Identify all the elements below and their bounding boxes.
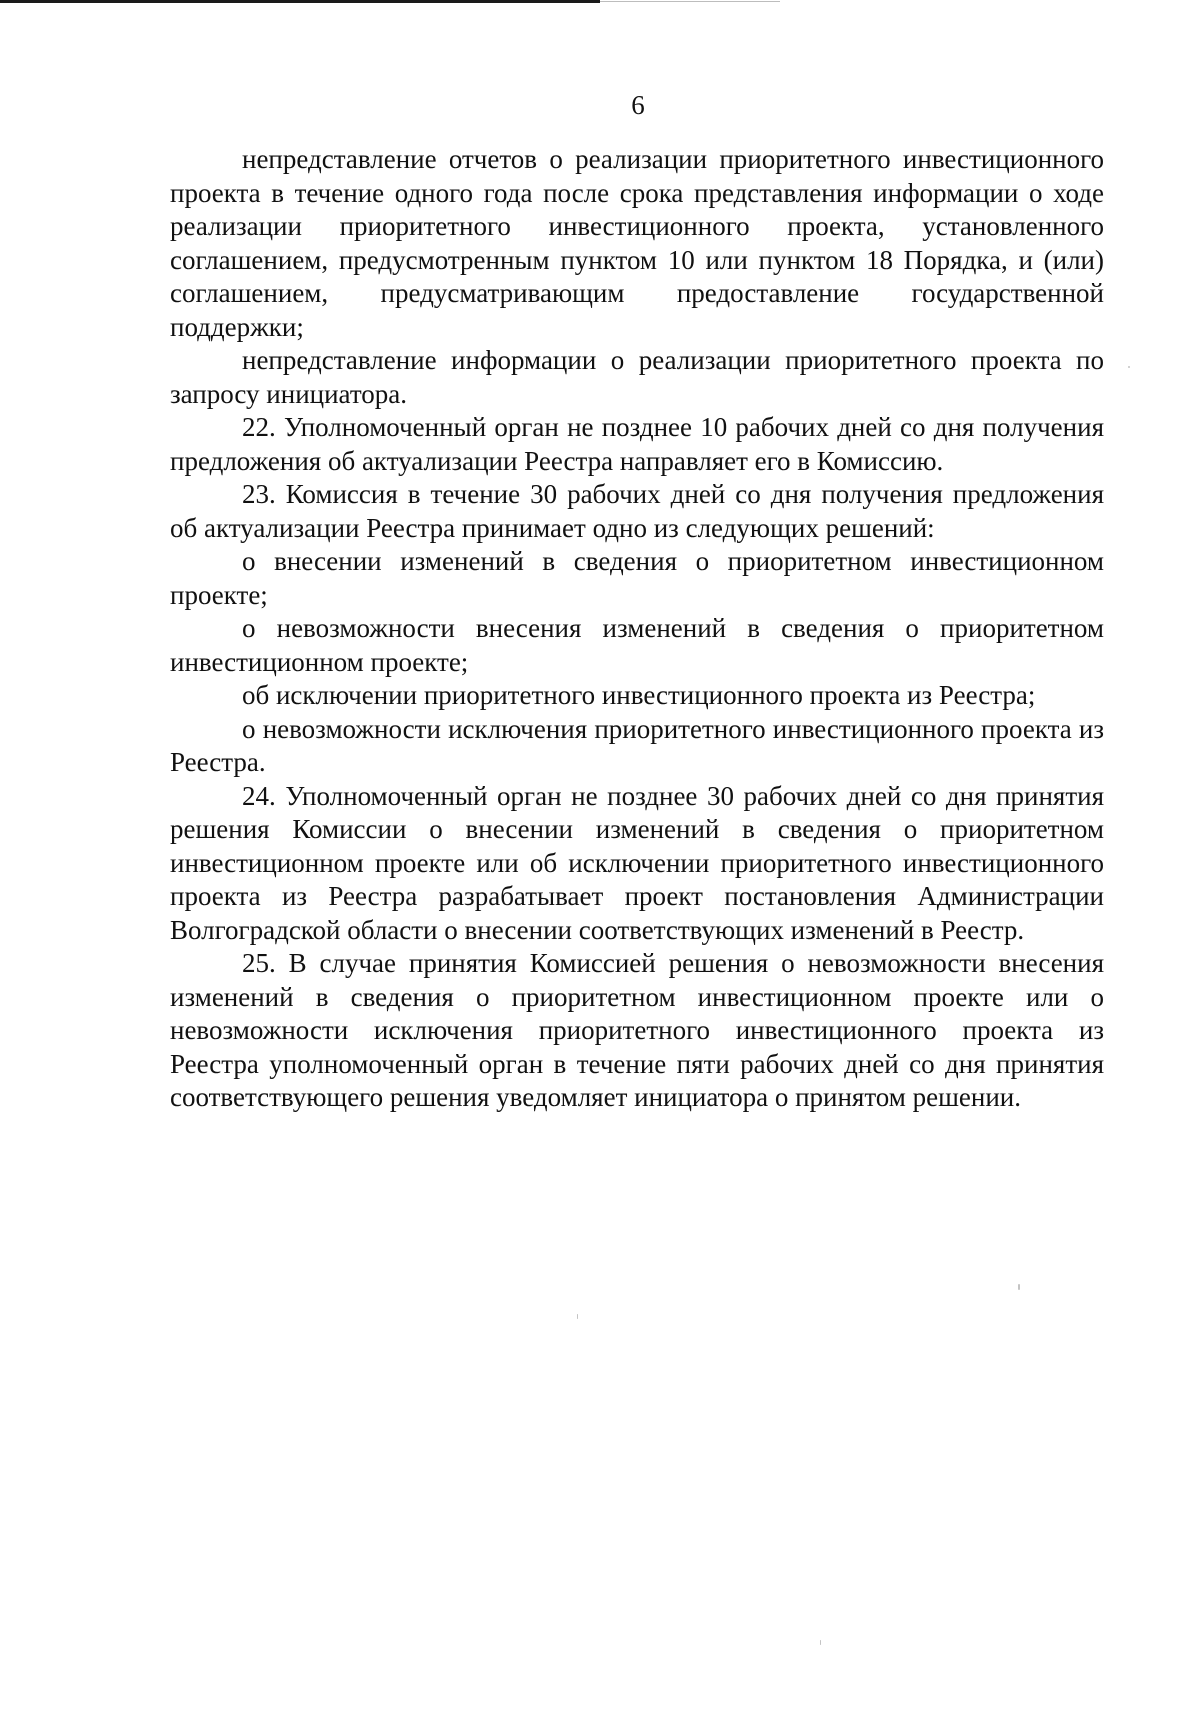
scan-speck — [577, 1314, 578, 1319]
scan-speck — [1018, 1284, 1020, 1290]
paragraph-item-22: 22. Уполномоченный орган не позднее 10 рабочих дней со дня получения предложения об актуализации Реестра направляет его в Комиссию. — [170, 412, 1104, 476]
paragraph-decision-no-exclusion: о невозможности исключения приоритетного инвестиционного проекта из Реестра. — [170, 713, 1104, 777]
paragraph-item-23: 23. Комиссия в течение 30 рабочих дней со дня получения предложения об актуализации Реестра принимает одно из следующих решений: — [170, 479, 1104, 543]
scan-speck — [1128, 366, 1130, 368]
paragraph-nonsubmission-information: непредставление информации о реализации приоритетного проекта по запросу инициатора. — [170, 345, 1104, 409]
scan-speck — [820, 1640, 821, 1645]
paragraph-decision-exclusion: об исключении приоритетного инвестиционного проекта из Реестра; — [242, 680, 1036, 710]
scan-top-border-faint — [600, 1, 780, 2]
page-number: 6 — [631, 90, 645, 120]
paragraph-item-24: 24. Уполномоченный орган не позднее 30 рабочих дней со дня принятия решения Комиссии о внесении изменений в сведения о приоритетном инвестиционном проекте или об исключении приоритетного инвестиционного проекта из Реестра разрабатывает проект постановления Администрации Волгоградской области о внесении соответствующих изменений в Реестр. — [170, 780, 1104, 945]
document-body — [170, 143, 1104, 1115]
paragraph-decision-no-changes: о невозможности внесения изменений в сведения о приоритетном инвестиционном проекте; — [170, 613, 1104, 677]
paragraph-nonsubmission-reports: непредставление отчетов о реализации приоритетного инвестиционного проекта в течение одного года после срока представления информации о ходе реализации приоритетного инвестиционного проекта, установленного соглашением, предусмотренным пунктом 10 или пунктом 18 Порядка, и (или) соглашением, предусматривающим предоставление государственной поддержки; — [170, 144, 1104, 342]
scan-top-border — [0, 0, 600, 3]
paragraph-decision-changes: о внесении изменений в сведения о приоритетном инвестиционном проекте; — [170, 546, 1104, 610]
paragraph-item-25: 25. В случае принятия Комиссией решения о невозможности внесения изменений в сведения о приоритетном инвестиционном проекте или о невозможности исключения приоритетного инвестиционного проекта из Реестра уполномоченный орган в течение пяти рабочих дней со дня принятия соответствующего решения уведомляет инициатора о принятом решении. — [170, 948, 1104, 1112]
